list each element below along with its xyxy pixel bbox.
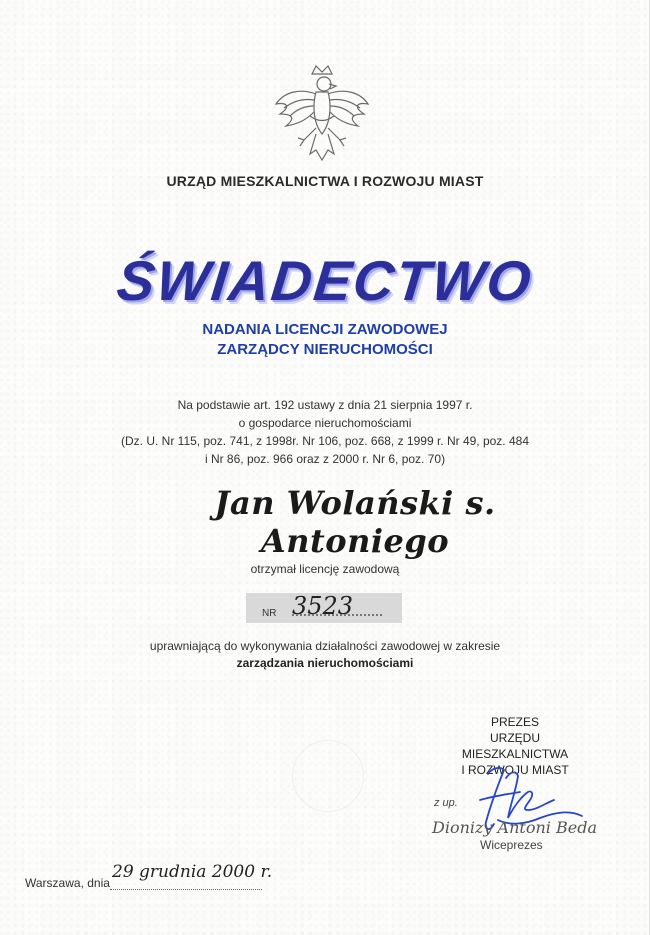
place-label: Warszawa, dnia (25, 876, 110, 890)
license-number-dotted-line (292, 614, 382, 616)
signatory-title-line1: PREZES (490, 715, 539, 729)
scope-text: uprawniającą do wykonywania działalności zawodowej w zakresie (149, 639, 501, 653)
on-behalf-label: z up. (434, 797, 458, 809)
legal-basis-line1: Na podstawie art. 192 ustawy z dnia 21 sierpnia 1997 r. (177, 398, 473, 412)
signatory-title-line3: I ROZWOJU MIAST (461, 763, 569, 777)
signatory-name: Dionizy Antoni Beda (432, 818, 597, 837)
white-eagle-emblem-icon (270, 62, 374, 172)
legal-basis-line2: o gospodarce nieruchomościami (238, 416, 412, 430)
recipient-name: Jan Wolański s. Antoniego (214, 484, 496, 560)
license-received-text: otrzymał licencję zawodową (250, 562, 400, 576)
legal-basis-line3: (Dz. U. Nr 115, poz. 741, z 1998r. Nr 106, poz. 668, z 1999 r. Nr 49, poz. 484 (121, 434, 529, 448)
signatory-role: Wiceprezes (480, 838, 543, 852)
legal-basis-line4: i Nr 86, poz. 966 oraz z 2000 r. Nr 6, poz. 70) (204, 452, 446, 466)
certificate-title: ŚWIADECTWO (114, 249, 536, 312)
embossed-seal (292, 740, 364, 812)
certificate-subtitle-line2: ZARZĄDCY NIERUCHOMOŚCI (217, 341, 433, 358)
issue-date: 29 grudnia 2000 r. (112, 862, 273, 882)
date-dotted-line (110, 889, 262, 890)
certificate-subtitle-line1: NADANIA LICENCJI ZAWODOWEJ (202, 321, 448, 338)
license-number-label: NR (262, 608, 277, 619)
legal-basis (0, 396, 650, 468)
issuing-authority: URZĄD MIESZKALNICTWA I ROZWOJU MIAST (166, 173, 484, 189)
scope-field: zarządzania nieruchomościami (236, 656, 414, 670)
signatory-title-line2: URZĘDU MIESZKALNICTWA (461, 731, 569, 761)
license-number-value: 3523 (292, 592, 354, 620)
